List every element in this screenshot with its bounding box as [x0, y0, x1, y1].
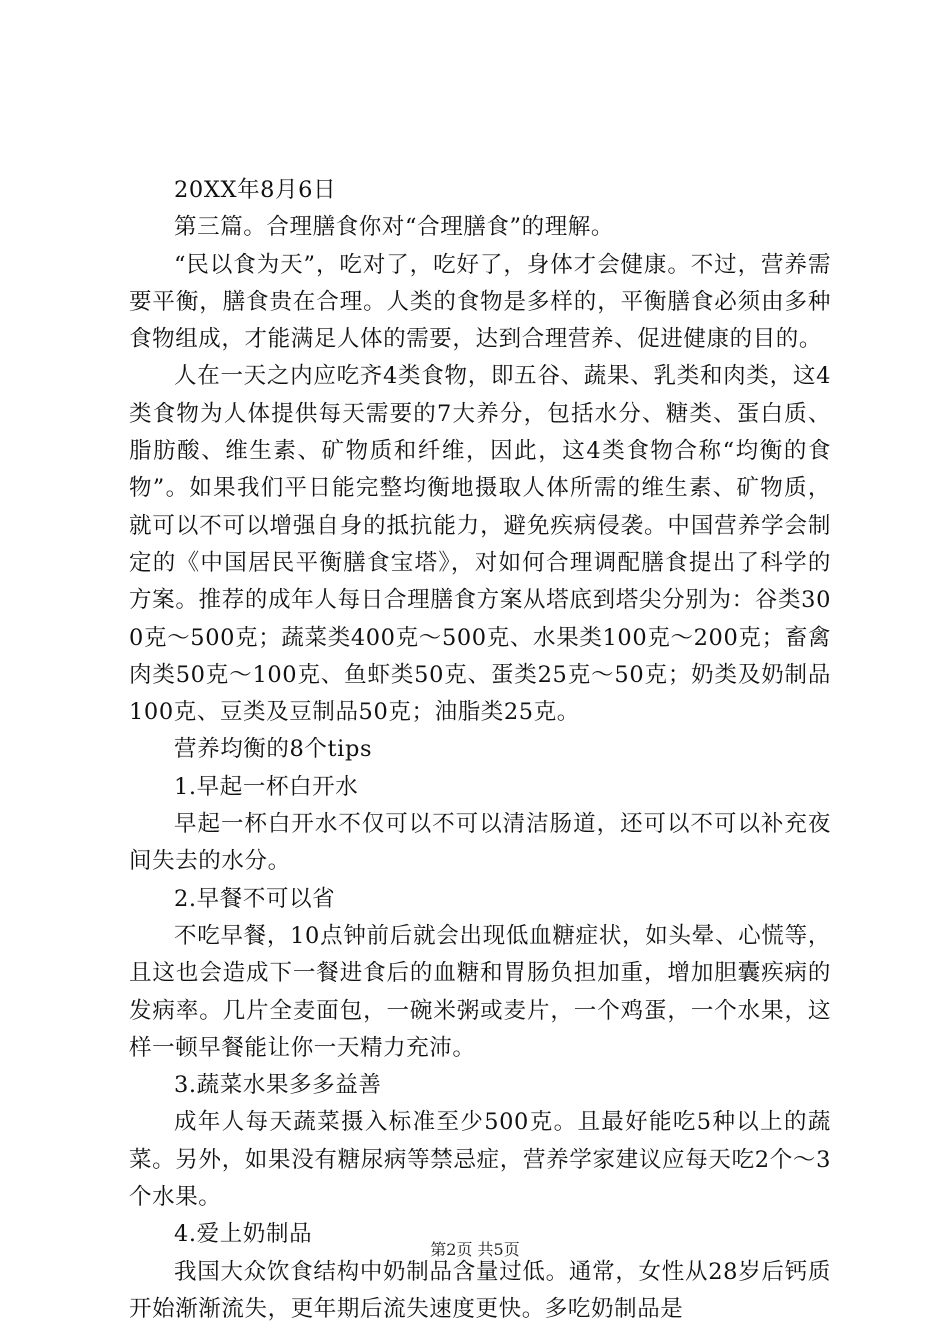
tip-heading: 1.早起一杯白开水 — [174, 773, 359, 800]
body-paragraph: 早起一杯白开水不仅可以不可以清洁肠道，还可以不可以补充夜间失去的水分。 — [129, 811, 831, 875]
body-paragraph: 我国大众饮食结构中奶制品含量过低。通常，女性从28岁后钙质开始渐渐流失，更年期后流失速度更快。多吃奶制品是 — [129, 1258, 831, 1322]
tip-heading: 2.早餐不可以省 — [174, 885, 336, 912]
page-footer: 第2页 共5页 — [430, 1240, 520, 1259]
tip-heading: 4.爱上奶制品 — [174, 1221, 313, 1248]
section-title: 第三篇。合理膳食你对“合理膳食”的理解。 — [174, 214, 615, 241]
body-paragraph: 人在一天之内应吃齐4类食物，即五谷、蔬果、乳类和肉类，这4类食物为人体提供每天需要的7大养分，包括水分、糖类、蛋白质、脂肪酸、维生素、矿物质和纤维，因此，这4类食物合称“均衡的食物”。如果我们平日能完整均衡地摄取人体所需的维生素、矿物质，就可以不可以增强自身的抵抗能力，避免疾病侵袭。中国营养学会制定的《中国居民平衡膳食宝塔》，对如何合理调配膳食提出了科学的方案。推荐的成年人每日合理膳食方案从塔底到塔尖分别为：谷类300克～500克；蔬菜类400克～500克、水果类100克～200克；畜禽肉类50克～100克、鱼虾类50克、蛋类25克～50克；奶类及奶制品100克、豆类及豆制品50克；油脂类25克。 — [129, 363, 831, 726]
tip-heading: 3.蔬菜水果多多益善 — [174, 1072, 382, 1099]
body-paragraph: “民以食为天”，吃对了，吃好了，身体才会健康。不过，营养需要平衡，膳食贵在合理。人类的食物是多样的，平衡膳食必须由多种食物组成，才能满足人体的需要，达到合理营养、促进健康的目的。 — [129, 251, 831, 353]
body-paragraph: 不吃早餐，10点钟前后就会出现低血糖症状，如头晕、心慌等，且这也会造成下一餐进食后的血糖和胃肠负担加重，增加胆囊疾病的发病率。几片全麦面包，一碗米粥或麦片，一个鸡蛋，一个水果，这样一顿早餐能让你一天精力充沛。 — [129, 922, 831, 1061]
tips-heading: 营养均衡的8个tips — [174, 736, 373, 763]
body-paragraph: 成年人每天蔬菜摄入标准至少500克。且最好能吃5种以上的蔬菜。另外，如果没有糖尿病等禁忌症，营养学家建议应每天吃2个～3个水果。 — [129, 1109, 831, 1211]
document-body — [129, 172, 831, 1328]
date-line: 20XX年8月6日 — [174, 177, 337, 203]
